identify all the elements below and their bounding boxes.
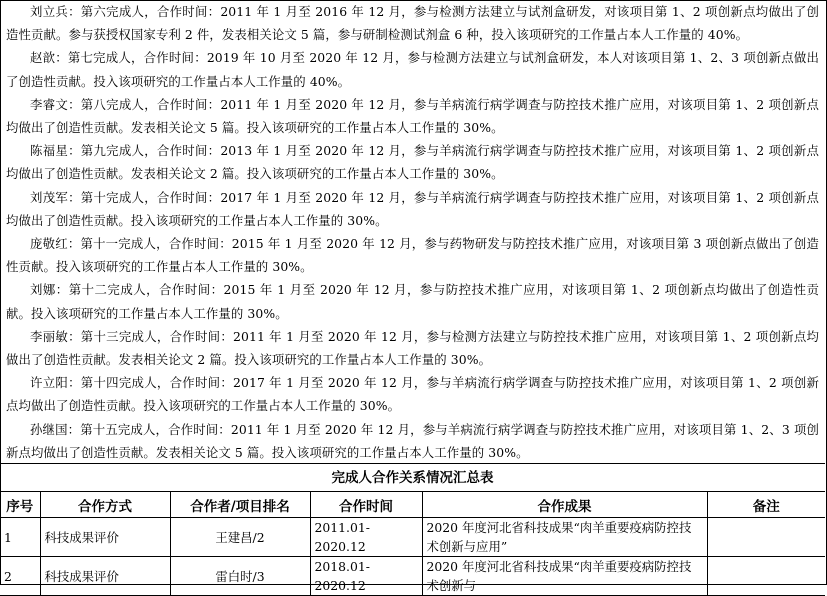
header-time: 合作时间 bbox=[310, 492, 422, 518]
contributor-paragraph: 李睿文：第八完成人，合作时间：2011 年 1 月至 2020 年 12 月，参与羊病流行病学调查与防控技术推广应用，对该项目第 1、2 项创新点均做出了创造性贡献。发表相关论文 5 篇。投入该项研究的工作量占本人工作量的 30%。 bbox=[6, 96, 819, 136]
table-row bbox=[0, 518, 825, 557]
cell-note bbox=[707, 557, 825, 596]
cell-mode: 科技成果评价 bbox=[40, 518, 170, 557]
table-header-row bbox=[0, 492, 825, 518]
cell-mode: 科技成果评价 bbox=[40, 557, 170, 596]
cell-partner: 王建昌/2 bbox=[170, 518, 310, 557]
table-row bbox=[0, 557, 825, 596]
contributor-paragraph: 孙继国：第十五完成人，合作时间：2011 年 1 月至 2020 年 12 月，参与羊病流行病学调查与防控技术推广应用，对该项目第 1、2、3 项创新点均做出了创造性贡献。发表相关论文 5 篇。投入该项研究的工作量占本人工作量的 30%。 bbox=[6, 421, 819, 460]
header-note: 备注 bbox=[707, 492, 825, 518]
cell-result: 2020 年度河北省科技成果“肉羊重要疫病防控技术创新与应用” bbox=[422, 518, 707, 557]
header-mode: 合作方式 bbox=[40, 492, 170, 518]
summary-table-title: 完成人合作关系情况汇总表 bbox=[0, 463, 825, 492]
cell-time: 2018.01-2020.12 bbox=[310, 557, 422, 596]
header-result: 合作成果 bbox=[422, 492, 707, 518]
contributor-paragraph: 刘立兵：第六完成人，合作时间：2011 年 1 月至 2016 年 12 月，参与检测方法建立与试剂盒研发，对该项目第 1、2 项创新点均做出了创造性贡献。参与获授权国家专利 2 件，发表相关论文 5 篇，参与研制检测试剂盒 6 种，投入该项研究的工作量占本人工作量的 40%。 bbox=[6, 4, 819, 43]
cell-no: 1 bbox=[0, 518, 40, 557]
cell-partner: 雷白时/3 bbox=[170, 557, 310, 596]
contributor-paragraph: 陈福星：第九完成人，合作时间：2013 年 1 月至 2020 年 12 月，参与羊病流行病学调查与防控技术推广应用，对该项目第 1、2 项创新点均做出了创造性贡献。发表相关论文 2 篇。投入该项研究的工作量占本人工作量的 30%。 bbox=[6, 143, 819, 182]
cell-time: 2011.01-2020.12 bbox=[310, 518, 422, 557]
summary-table bbox=[0, 491, 825, 596]
cell-no: 2 bbox=[0, 557, 40, 596]
header-partner: 合作者/项目排名 bbox=[170, 492, 310, 518]
contributor-paragraph: 庞敬红：第十一完成人，合作时间：2015 年 1 月至 2020 年 12 月，参与药物研发与防控技术推广应用，对该项目第 3 项创新点做出了创造性贡献。投入该项研究的工作量占本人工作量的 30%。 bbox=[6, 236, 819, 275]
header-no: 序号 bbox=[0, 492, 40, 518]
cell-result: 2020 年度河北省科技成果“肉羊重要疫病防控技术创新与 bbox=[422, 557, 707, 596]
contributor-paragraph: 刘娜：第十二完成人，合作时间：2015 年 1 月至 2020 年 12 月，参与防控技术推广应用，对该项目第 1、2 项创新点均做出了创造性贡献。投入该项研究的工作量占本人工作量的 30%。 bbox=[6, 282, 819, 321]
contributor-paragraph: 赵歆：第七完成人，合作时间：2019 年 10 月至 2020 年 12 月，参与检测方法建立与试剂盒研发，本人对该项目第 1、2、3 项创新点做出了创造性贡献。投入该项研究的工作量占本人工作量的 40%。 bbox=[6, 50, 819, 89]
contributor-paragraph: 李丽敏：第十三完成人，合作时间：2011 年 1 月至 2020 年 12 月，参与检测方法建立与防控技术推广应用，对该项目第 1、2 项创新点均做出了创造性贡献。发表相关论文 2 篇。投入该项研究的工作量占本人工作量的 30%。 bbox=[6, 328, 819, 368]
contributor-paragraph: 许立阳：第十四完成人，合作时间：2017 年 1 月至 2020 年 12 月，参与羊病流行病学调查与防控技术推广应用，对该项目第 1、2 项创新点均做出了创造性贡献。投入该项研究的工作量占本人工作量的 30%。 bbox=[6, 375, 819, 414]
cell-note bbox=[707, 518, 825, 557]
contributor-paragraph: 刘茂军：第十完成人，合作时间：2017 年 1 月至 2020 年 12 月，参与羊病流行病学调查与防控技术推广应用，对该项目第 1、2 项创新点均做出了创造性贡献。投入该项研究的工作量占本人工作量的 30%。 bbox=[6, 189, 819, 228]
